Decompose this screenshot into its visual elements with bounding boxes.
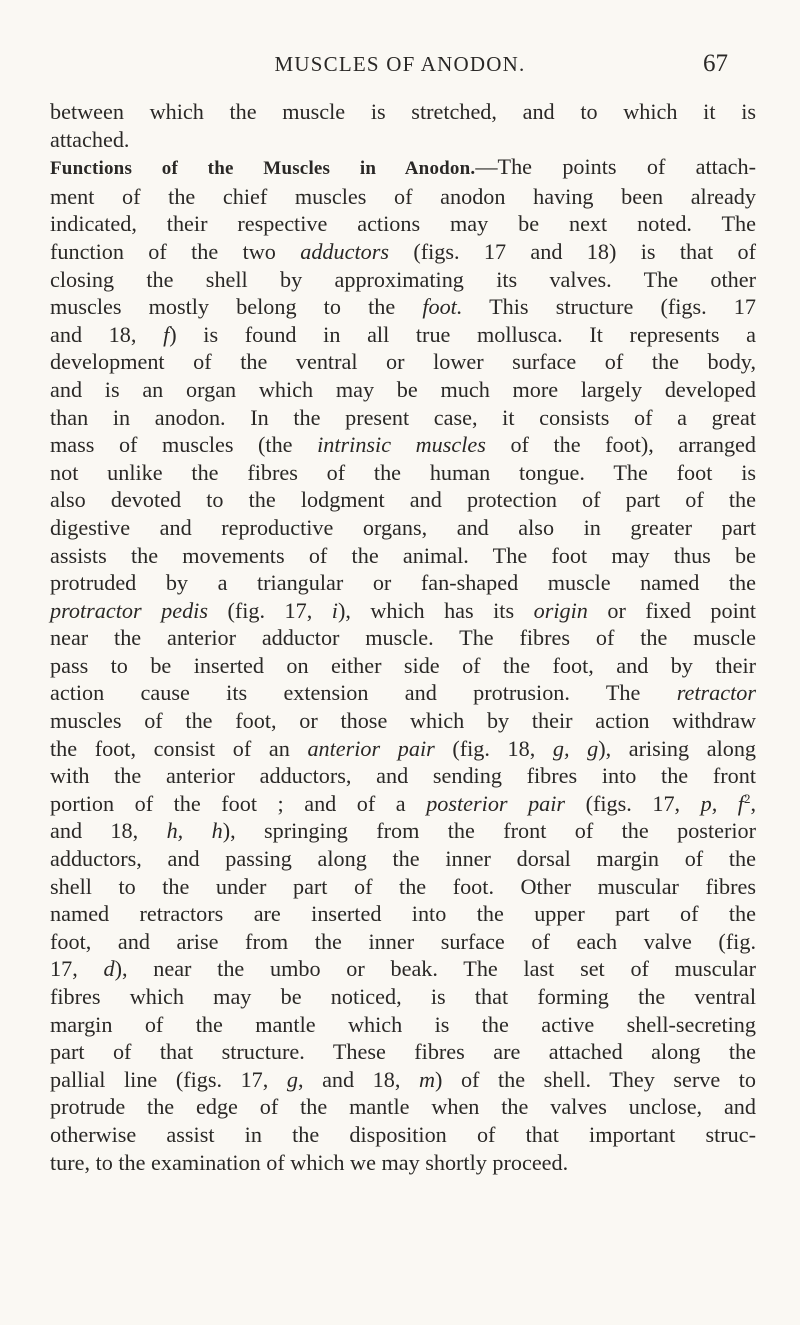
text-line: muscles of the foot, or those which by their action withdraw — [50, 708, 756, 734]
text-line: and is an organ which may be much more largely developed — [50, 376, 756, 402]
text-line: the foot, consist of an anterior pair (fig. 18, g, g), arising along — [50, 735, 757, 761]
text-line: attached. — [50, 126, 130, 152]
text-line: also devoted to the lodgment and protection of part of the — [50, 487, 756, 513]
paragraph-2 — [50, 153, 756, 1176]
text-line: named retractors are inserted into the upper part of the — [50, 901, 756, 927]
text-line: not unlike the fibres of the human tongue. The foot is — [50, 459, 756, 485]
text-line: than in anodon. In the present case, it consists of a great — [50, 404, 756, 430]
text-line: ment of the chief muscles of anodon having been already — [50, 183, 756, 209]
text-line: indicated, their respective actions may be next noted. The — [50, 211, 756, 237]
text-line: assists the movements of the animal. The foot may thus be — [50, 542, 756, 568]
text-line: muscles mostly belong to the foot. This structure (figs. 17 — [50, 294, 756, 320]
text-line: fibres which may be noticed, is that forming the ventral — [50, 984, 756, 1009]
page-header — [0, 52, 800, 86]
text-line: pallial line (figs. 17, g, and 18, m) of the shell. They serve to — [50, 1066, 757, 1092]
text-line: development of the ventral or lower surface of the body, — [50, 349, 756, 375]
text-line: and 18, h, h), springing from the front of the posterior — [50, 818, 756, 844]
running-title: MUSCLES OF ANODON. — [274, 52, 526, 76]
text-line: foot, and arise from the inner surface of each valve (fig. — [50, 928, 756, 954]
text-line: 17, d), near the umbo or beak. The last set of muscular — [50, 956, 756, 982]
text-line: protractor pedis (fig. 17, i), which has its origin or fixed point — [50, 597, 757, 623]
text-line: Functions of the Muscles in Anodon.—The points of attach- — [50, 154, 757, 180]
text-line: with the anterior adductors, and sending fibres into the front — [50, 763, 756, 789]
section-heading: Functions of the Muscles in Anodon. — [50, 158, 476, 180]
text-line: protruded by a triangular or fan-shaped muscle named the — [50, 570, 756, 596]
text-line: margin of the mantle which is the active shell-secreting — [50, 1011, 756, 1037]
text-line: closing the shell by approximating its valves. The other — [50, 266, 756, 292]
text-line: near the anterior adductor muscle. The fibres of the muscle — [50, 625, 756, 651]
body-text — [50, 98, 756, 1176]
text-line: shell to the under part of the foot. Other muscular fibres — [50, 873, 756, 899]
text-line: pass to be inserted on either side of the foot, and by their — [50, 652, 756, 678]
text-line: ture, to the examination of which we may shortly proceed. — [50, 1149, 569, 1175]
text-line: between which the muscle is stretched, and to which it is — [50, 99, 756, 124]
text-line: function of the two adductors (figs. 17 and 18) is that of — [50, 238, 756, 264]
text-line: portion of the foot ; and of a posterior pair (figs. 17, p, $f^2$, — [50, 790, 757, 816]
text-line: adductors, and passing along the inner dorsal margin of the — [50, 846, 756, 872]
page-number: 67 — [703, 50, 728, 77]
text-line: action cause its extension and protrusion. The retractor — [50, 680, 756, 706]
text-line: digestive and reproductive organs, and also in greater part — [50, 514, 756, 540]
text-line: mass of muscles (the intrinsic muscles of the foot), arranged — [50, 432, 756, 458]
text-line: otherwise assist in the disposition of that important struc- — [50, 1121, 756, 1147]
text-line: part of that structure. These fibres are attached along the — [50, 1039, 756, 1065]
text-line: and 18, f) is found in all true mollusca. It represents a — [50, 321, 756, 347]
text-line: protrude the edge of the mantle when the valves unclose, and — [50, 1094, 756, 1120]
paragraph-1 — [50, 98, 756, 153]
